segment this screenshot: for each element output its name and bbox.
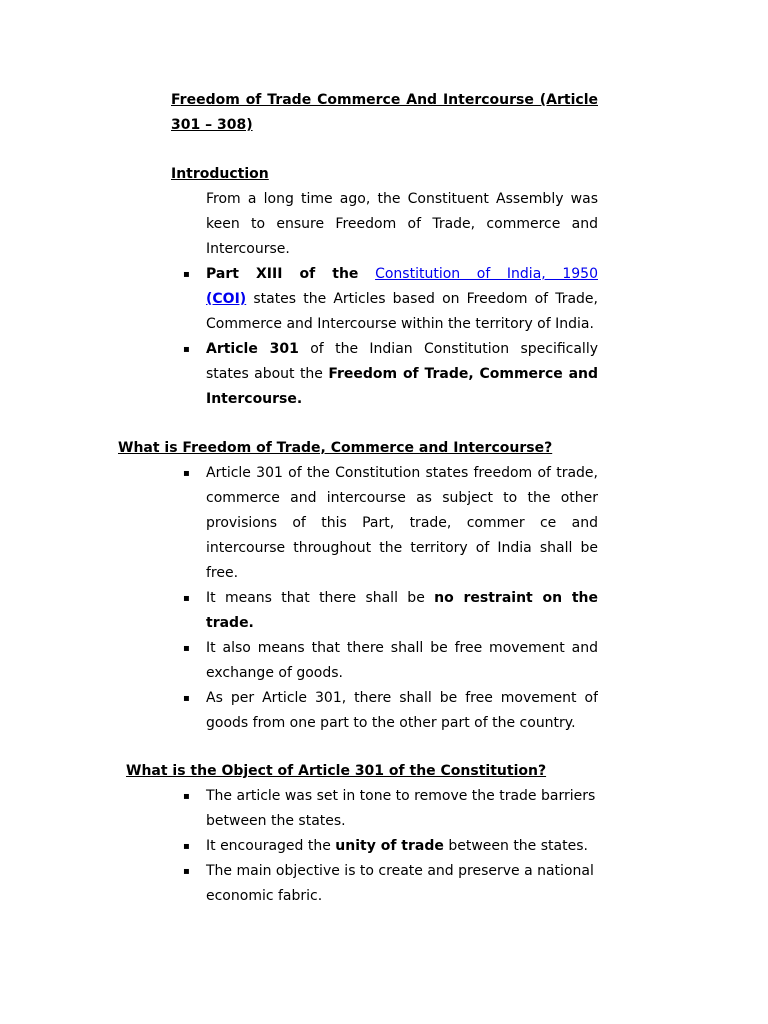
coi-link[interactable]: Constitution of India, 1950 xyxy=(375,266,598,282)
object-bullet-2 xyxy=(206,834,598,859)
bold-text: Article 301 xyxy=(206,341,299,357)
introduction-paragraph xyxy=(206,187,598,262)
bullet-line: goods from one part to the other part of the country. xyxy=(206,715,576,731)
bullet-line: It also means that there shall be free movement and xyxy=(206,640,598,656)
bullet-line: between the states. xyxy=(206,813,346,829)
paragraph-line: From a long time ago, the Constituent Assembly was xyxy=(206,191,598,207)
paragraph-line: keen to ensure Freedom of Trade, commerce and xyxy=(206,216,598,232)
bullet-line xyxy=(206,337,598,362)
text: states about the xyxy=(206,366,329,382)
object-bullet-3 xyxy=(206,859,598,909)
bold-text: no restraint on the xyxy=(434,590,598,606)
bullet-line: The article was set in tone to remove the trade barriers xyxy=(206,788,596,804)
bullet-line xyxy=(206,262,598,287)
intro-bullet-article-301 xyxy=(206,337,598,412)
freedom-bullet-1 xyxy=(206,461,598,586)
freedom-bullet-2 xyxy=(206,586,598,636)
bullet-line: free. xyxy=(206,565,239,581)
bold-text: unity of trade xyxy=(335,838,444,854)
text: It encouraged the xyxy=(206,838,336,854)
title-line-1: Freedom of Trade Commerce And Intercourse (Article xyxy=(171,92,598,108)
bullet-line: commerce and intercourse as subject to the other xyxy=(206,490,598,506)
bold-text: Freedom of Trade, Commerce and xyxy=(328,366,598,382)
bullet-line: As per Article 301, there shall be free movement of xyxy=(206,690,598,706)
bullet-marker: ▪ xyxy=(183,269,190,280)
freedom-bullet-3 xyxy=(206,636,598,686)
section-heading-freedom: What is Freedom of Trade, Commerce and Intercourse? xyxy=(118,440,553,456)
bullet-line xyxy=(206,586,598,611)
bullet-marker: ▪ xyxy=(183,643,190,654)
freedom-bullet-4 xyxy=(206,686,598,736)
text: between the states. xyxy=(443,838,588,854)
bullet-line xyxy=(206,362,598,387)
bullet-line xyxy=(206,834,598,859)
paragraph-line: Intercourse. xyxy=(206,241,290,257)
bullet-line: exchange of goods. xyxy=(206,665,343,681)
bullet-line: Intercourse. xyxy=(206,391,303,407)
bullet-line xyxy=(206,287,598,312)
bullet-line: Commerce and Intercourse within the territory of India. xyxy=(206,316,594,332)
title-line-2: 301 – 308) xyxy=(171,117,253,133)
text: states the Articles based on Freedom of Trade, xyxy=(246,291,598,307)
bullet-marker: ▪ xyxy=(183,593,190,604)
bullet-marker: ▪ xyxy=(183,841,190,852)
bullet-marker: ▪ xyxy=(183,866,190,877)
text: It means that there shall be xyxy=(206,590,435,606)
bullet-line: trade. xyxy=(206,615,254,631)
section-heading-object: What is the Object of Article 301 of the Constitution? xyxy=(126,763,547,779)
bullet-marker: ▪ xyxy=(183,468,190,479)
object-bullet-1 xyxy=(206,784,598,834)
coi-abbrev-link[interactable]: (COI) xyxy=(206,291,247,307)
bullet-line: Article 301 of the Constitution states freedom of trade, xyxy=(206,465,598,481)
bullet-marker: ▪ xyxy=(183,693,190,704)
text: of the Indian Constitution specifically xyxy=(298,341,598,357)
bullet-line: economic fabric. xyxy=(206,888,323,904)
bullet-line: The main objective is to create and preserve a national xyxy=(206,863,594,879)
bullet-marker: ▪ xyxy=(183,791,190,802)
introduction-heading: Introduction xyxy=(171,166,269,182)
intro-bullet-part-xiii xyxy=(206,262,598,337)
bullet-line: intercourse throughout the territory of India shall be xyxy=(206,540,598,556)
bullet-line: provisions of this Part, trade, commer ce and xyxy=(206,515,598,531)
bold-text: Part XIII of the xyxy=(206,266,359,282)
bullet-marker: ▪ xyxy=(183,344,190,355)
